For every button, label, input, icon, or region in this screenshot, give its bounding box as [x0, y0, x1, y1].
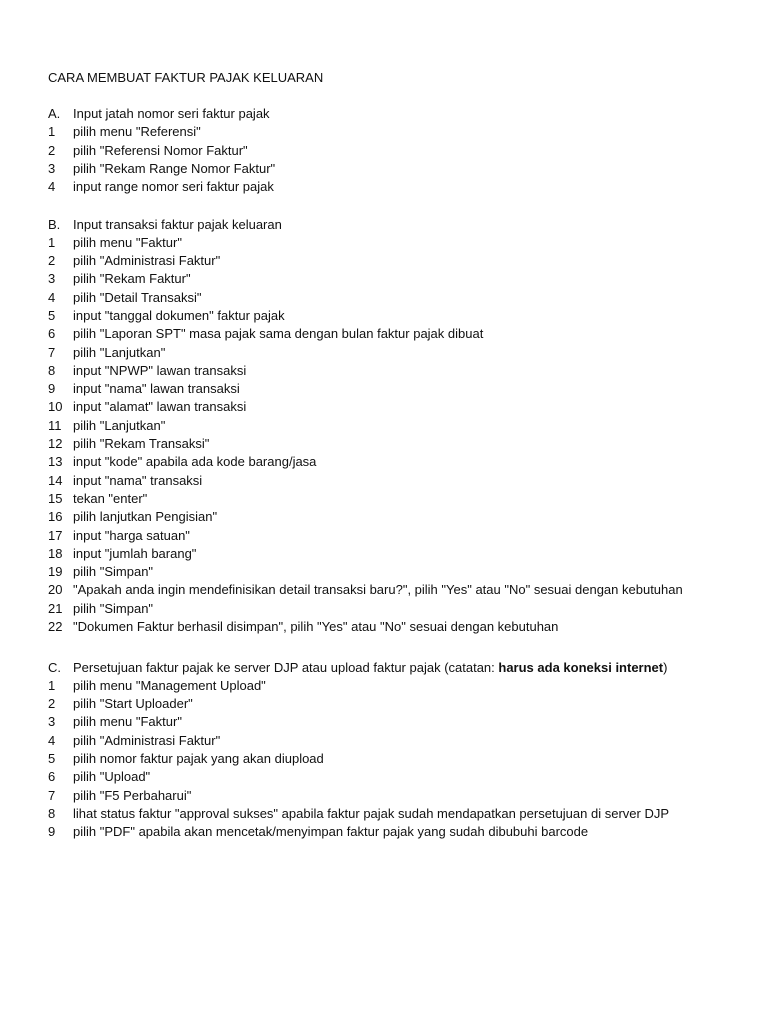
step-text: pilih "Rekam Transaksi": [73, 436, 210, 452]
list-item: [48, 398, 748, 416]
list-item: [48, 344, 748, 362]
list-item: [48, 563, 748, 581]
step-number: 14: [48, 472, 63, 488]
list-item: [48, 545, 748, 563]
step-number: 18: [48, 545, 63, 561]
list-item: [48, 380, 748, 398]
document-title: CARA MEMBUAT FAKTUR PAJAK KELUARAN: [48, 70, 324, 85]
step-text: pilih "Administrasi Faktur": [73, 253, 221, 269]
list-item: [48, 490, 748, 508]
list-item: [48, 713, 748, 731]
step-number: 13: [48, 454, 63, 470]
step-number: 22: [48, 619, 63, 635]
list-item: [48, 527, 748, 545]
step-text: pilih "Detail Transaksi": [73, 289, 202, 305]
step-number: 16: [48, 509, 63, 525]
step-number: 9: [48, 824, 56, 840]
section-heading: [48, 659, 748, 677]
step-number: 20: [48, 582, 63, 598]
list-item: [48, 178, 748, 196]
step-text: pilih "Administrasi Faktur": [73, 732, 221, 748]
list-item: [48, 252, 748, 270]
section-heading-text: [73, 659, 748, 677]
list-item: [48, 307, 748, 325]
step-number: 9: [48, 381, 56, 397]
list-item: [48, 453, 748, 471]
step-number: 1: [48, 234, 56, 250]
step-number: 4: [48, 179, 56, 195]
section-heading-note-bold: harus ada koneksi internet: [498, 659, 664, 675]
list-item: [48, 695, 748, 713]
step-number: 4: [48, 289, 56, 305]
list-item: [48, 787, 748, 805]
step-number: 1: [48, 124, 56, 140]
step-number: 17: [48, 527, 63, 543]
step-text: pilih "Lanjutkan": [73, 417, 166, 433]
step-text: input "harga satuan": [73, 527, 190, 543]
step-text: input "nama" transaksi: [73, 472, 203, 488]
section-heading: [48, 105, 748, 123]
list-item: [48, 289, 748, 307]
list-item: [48, 472, 748, 490]
step-text: pilih "Lanjutkan": [73, 344, 166, 360]
list-item: [48, 270, 748, 288]
section-letter: C.: [48, 659, 61, 675]
step-text: "Apakah anda ingin mendefinisikan detail transaksi baru?", pilih "Yes" atau "No" sesuai dengan kebutuhan: [73, 582, 683, 598]
list-item: [48, 581, 748, 599]
step-text: pilih menu "Faktur": [73, 234, 182, 250]
step-text: pilih "Rekam Range Nomor Faktur": [73, 160, 276, 176]
step-number: 11: [48, 417, 62, 433]
step-text: input "NPWP" lawan transaksi: [73, 362, 247, 378]
section-a: [48, 105, 748, 196]
step-number: 7: [48, 787, 56, 803]
list-item: [48, 618, 748, 636]
list-item: [48, 823, 748, 841]
step-number: 1: [48, 677, 56, 693]
step-text: pilih "PDF" apabila akan mencetak/menyimpan faktur pajak yang sudah dibubuhi barcode: [73, 824, 589, 840]
list-item: [48, 234, 748, 252]
step-number: 19: [48, 564, 63, 580]
section-letter: B.: [48, 216, 61, 232]
step-number: 4: [48, 732, 56, 748]
step-number: 5: [48, 307, 56, 323]
step-number: 6: [48, 769, 56, 785]
step-number: 2: [48, 142, 56, 158]
step-text: lihat status faktur "approval sukses" apabila faktur pajak sudah mendapatkan persetujuan di server DJP: [73, 805, 670, 821]
step-number: 12: [48, 436, 63, 452]
step-text: tekan "enter": [73, 490, 148, 506]
section-letter: A.: [48, 106, 61, 121]
step-text: pilih "Rekam Faktur": [73, 271, 191, 287]
step-number: 2: [48, 696, 56, 712]
list-item: [48, 732, 748, 750]
step-number: 8: [48, 805, 56, 821]
list-item: [48, 417, 748, 435]
list-item: [48, 325, 748, 343]
list-item: [48, 160, 748, 178]
step-text: pilih "Laporan SPT" masa pajak sama dengan bulan faktur pajak dibuat: [73, 326, 484, 342]
step-list: [48, 123, 748, 196]
step-text: pilih "Simpan": [73, 564, 154, 580]
step-number: 3: [48, 271, 56, 287]
step-number: 21: [48, 600, 63, 616]
step-text: pilih menu "Management Upload": [73, 677, 266, 693]
step-number: 8: [48, 362, 56, 378]
step-text: pilih "Simpan": [73, 600, 154, 616]
step-text: input range nomor seri faktur pajak: [73, 179, 274, 195]
step-text: pilih "Start Uploader": [73, 696, 193, 712]
step-text: input "jumlah barang": [73, 545, 197, 561]
step-text: pilih lanjutkan Pengisian": [73, 509, 218, 525]
step-number: 2: [48, 253, 56, 269]
section-c: [48, 659, 748, 842]
step-text: pilih "Upload": [73, 769, 151, 785]
section-heading-post: ): [663, 659, 668, 675]
step-number: 3: [48, 714, 56, 730]
step-list: [48, 234, 748, 637]
list-item: [48, 123, 748, 141]
section-heading-text: Input transaksi faktur pajak keluaran: [73, 216, 282, 232]
step-text: input "tanggal dokumen" faktur pajak: [73, 307, 285, 323]
step-text: pilih "F5 Perbaharui": [73, 787, 192, 803]
step-text: pilih nomor faktur pajak yang akan diupload: [73, 750, 324, 766]
step-text: pilih menu "Referensi": [73, 124, 201, 140]
step-number: 5: [48, 750, 56, 766]
step-number: 10: [48, 399, 63, 415]
section-heading: [48, 216, 748, 234]
step-number: 15: [48, 490, 63, 506]
step-number: 7: [48, 344, 56, 360]
list-item: [48, 600, 748, 618]
step-number: 6: [48, 326, 56, 342]
step-number: 3: [48, 160, 56, 176]
list-item: [48, 677, 748, 695]
list-item: [48, 508, 748, 526]
section-heading-pre: Persetujuan faktur pajak ke server DJP atau upload faktur pajak (catatan:: [73, 659, 499, 675]
step-list: [48, 677, 748, 842]
step-text: input "alamat" lawan transaksi: [73, 399, 247, 415]
list-item: [48, 805, 748, 823]
list-item: [48, 435, 748, 453]
section-b: [48, 216, 748, 637]
step-text: pilih "Referensi Nomor Faktur": [73, 142, 248, 158]
section-heading-text: Input jatah nomor seri faktur pajak: [73, 106, 270, 121]
list-item: [48, 750, 748, 768]
step-text: input "kode" apabila ada kode barang/jasa: [73, 454, 317, 470]
step-text: input "nama" lawan transaksi: [73, 381, 240, 397]
list-item: [48, 362, 748, 380]
step-text: "Dokumen Faktur berhasil disimpan", pilih "Yes" atau "No" sesuai dengan kebutuhan: [73, 619, 559, 635]
step-text: pilih menu "Faktur": [73, 714, 182, 730]
list-item: [48, 142, 748, 160]
list-item: [48, 768, 748, 786]
